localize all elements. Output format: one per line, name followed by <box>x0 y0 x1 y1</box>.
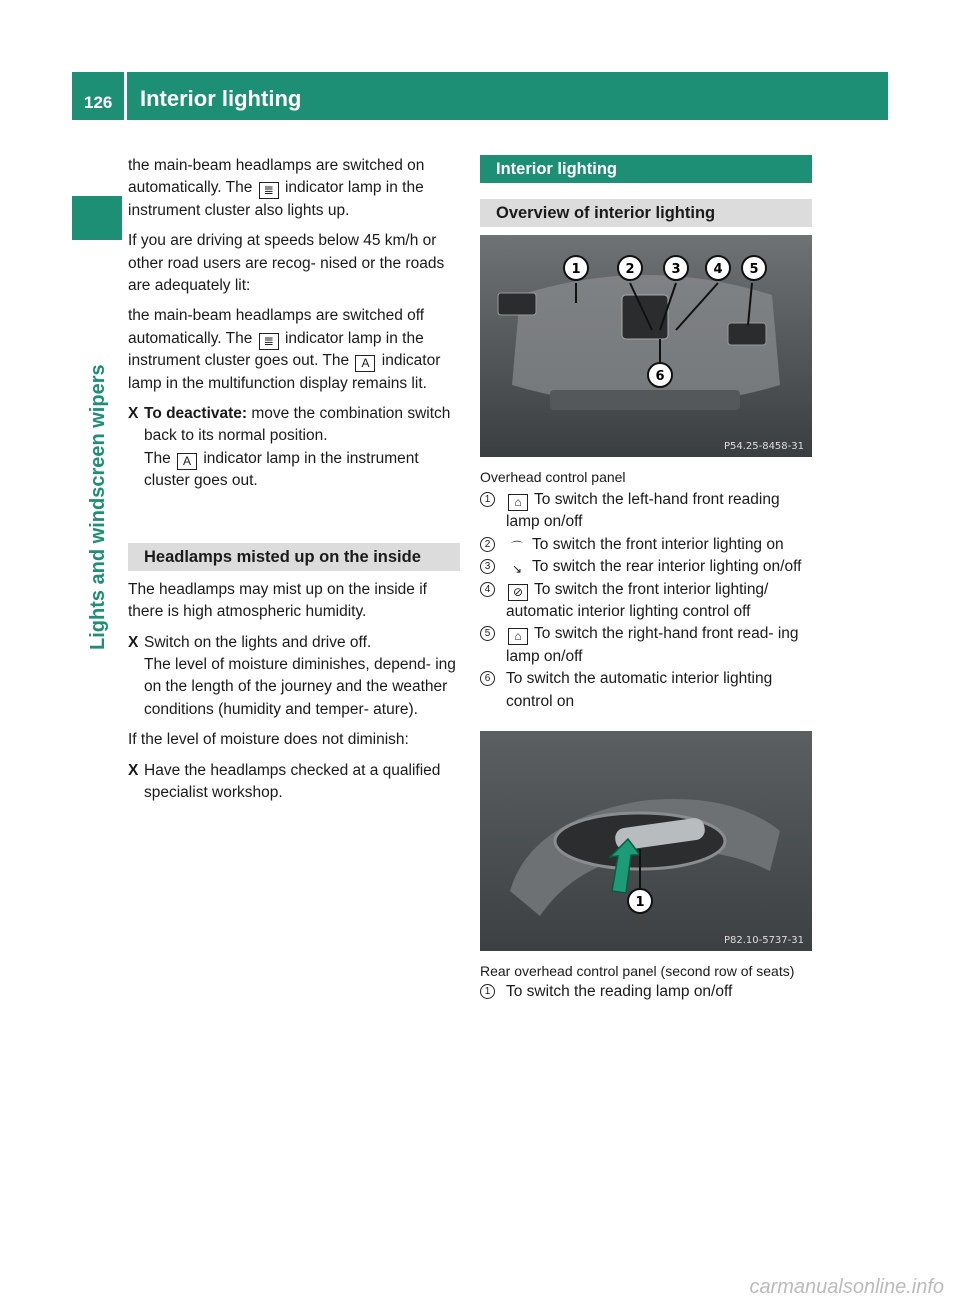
paragraph: If you are driving at speeds below 45 km/h or other road users are recog- nised or the roads are adequately lit: <box>128 232 445 295</box>
chapter-tab <box>72 196 122 240</box>
overhead-panel-illustration <box>480 235 812 457</box>
legend-number: 1 <box>480 984 495 999</box>
text: Switch on the lights and drive off. <box>144 633 372 651</box>
instruction <box>128 760 460 805</box>
rear-panel-illustration <box>480 731 812 951</box>
text: Have the headlamps checked at a qualified specialist workshop. <box>144 761 441 801</box>
watermark: carmanualsonline.info <box>749 1275 944 1298</box>
photo-label: 1 <box>571 262 581 277</box>
paragraph <box>128 305 460 395</box>
text: the main-beam headlamps are switched on automatically. The <box>128 157 425 197</box>
photo-label: 4 <box>713 262 723 277</box>
page-header <box>72 72 888 120</box>
legend-item <box>480 668 812 713</box>
section-heading: Headlamps misted up on the inside <box>128 543 460 571</box>
text: To switch the front interior lighting on <box>532 535 784 553</box>
text: To switch the front interior lighting/ automatic interior lighting control off <box>506 580 769 621</box>
text: To switch the reading lamp on/off <box>506 983 733 1001</box>
rear-panel-photo <box>480 731 812 951</box>
legend-number: 4 <box>480 582 495 597</box>
text: the main-beam headlamps are switched off automatically. The <box>128 307 425 347</box>
legend-item <box>480 623 812 668</box>
legend-number: 6 <box>480 671 495 686</box>
reading-lamp-icon: ⌂ <box>508 628 528 645</box>
front-lighting-icon: ⌒ <box>510 539 523 554</box>
text: The <box>144 449 171 467</box>
text: indicator lamp in the instrument cluster goes out. <box>144 449 419 490</box>
text: To switch the rear interior lighting on/off <box>532 558 802 576</box>
paragraph: The headlamps may mist up on the inside if there is high atmospheric humidity. <box>128 580 427 621</box>
left-column <box>128 155 460 804</box>
bullet-icon: X <box>128 633 139 651</box>
right-column <box>480 155 812 1003</box>
paragraph <box>128 155 460 222</box>
main-beam-icon: ≣ <box>259 182 279 199</box>
legend-item <box>480 579 812 624</box>
photo-label: 6 <box>655 369 665 384</box>
subsection-heading: Overview of interior lighting <box>480 199 812 227</box>
bullet-icon: X <box>128 405 139 423</box>
photo-label: 2 <box>625 262 635 277</box>
photo-code: P82.10-5737-31 <box>723 935 804 947</box>
instruction-label: To deactivate: <box>144 405 248 423</box>
text: move the combination switch back to its normal position. <box>144 405 451 445</box>
page-number: 126 <box>84 93 113 112</box>
photo-caption: Rear overhead control panel (second row of seats) <box>480 963 795 980</box>
paragraph <box>128 448 460 493</box>
adaptive-beam-icon: A <box>355 355 375 372</box>
legend-number: 3 <box>480 559 495 574</box>
legend-item <box>480 556 812 578</box>
text: To switch the automatic interior lighting control on <box>506 670 773 710</box>
text: indicator lamp in the instrument cluster goes out. The <box>128 329 424 370</box>
legend-number: 1 <box>480 492 495 507</box>
bullet-icon: X <box>128 761 139 779</box>
instruction <box>128 403 460 448</box>
legend-item <box>480 981 812 1003</box>
text: indicator lamp in the instrument cluster also lights up. <box>128 179 424 219</box>
photo-caption: Overhead control panel <box>480 469 626 485</box>
overhead-panel-photo <box>480 235 812 457</box>
chapter-label <box>84 250 112 650</box>
text: To switch the left-hand front reading lamp on/off <box>506 491 780 531</box>
paragraph: The level of moisture diminishes, depend- ing on the length of the journey and the weather conditions (humidity and temper- ature). <box>144 655 456 718</box>
photo-label: 3 <box>671 262 681 277</box>
photo-label: 5 <box>749 262 759 277</box>
legend-item <box>480 534 812 556</box>
legend-list <box>480 489 812 713</box>
photo-code: P54.25-8458-31 <box>723 441 804 452</box>
photo-label: 1 <box>635 895 645 911</box>
text: To switch the right-hand front read- ing lamp on/off <box>506 625 799 665</box>
main-beam-icon: ≣ <box>259 333 279 350</box>
legend-number: 5 <box>480 626 495 641</box>
rear-lighting-icon: ↘ <box>511 562 523 577</box>
reading-lamp-icon: ⌂ <box>508 494 528 511</box>
header-divider <box>124 72 127 120</box>
paragraph: If the level of moisture does not diminish: <box>128 731 409 749</box>
page-title: Interior lighting <box>140 86 302 111</box>
legend-item <box>480 489 812 534</box>
instruction <box>128 632 460 654</box>
text: indicator lamp in the multifunction display remains lit. <box>128 352 441 392</box>
section-heading: Interior lighting <box>480 155 812 183</box>
legend-number: 2 <box>480 537 495 552</box>
lighting-off-icon: ⊘ <box>508 584 528 601</box>
chapter-label-text: Lights and windscreen wipers <box>87 364 109 650</box>
adaptive-beam-icon: A <box>177 453 197 470</box>
